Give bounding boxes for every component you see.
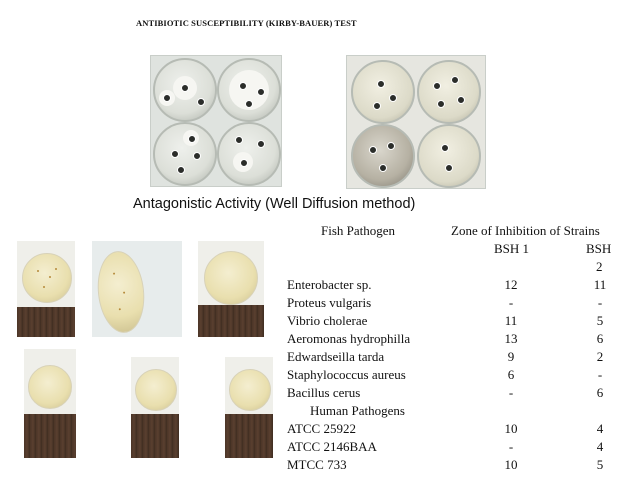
row-bsh1: 9 bbox=[507, 349, 515, 364]
well-diffusion-photo-3 bbox=[198, 241, 264, 337]
header-strain-bsh2-number: 2 bbox=[596, 259, 603, 274]
row-name: ATCC 2146BAA bbox=[287, 439, 377, 454]
kirby-bauer-photo-right bbox=[346, 55, 486, 189]
row-bsh1: - bbox=[508, 385, 514, 400]
row-name: Proteus vulgaris bbox=[287, 295, 372, 310]
row-bsh1: - bbox=[508, 295, 514, 310]
kirby-bauer-photo-left bbox=[150, 55, 282, 187]
well-diffusion-photo-4 bbox=[24, 349, 76, 458]
row-bsh2: 4 bbox=[596, 439, 604, 454]
header-strain-bsh1: BSH 1 bbox=[494, 241, 530, 256]
header-strain-bsh2: BSH bbox=[586, 241, 612, 256]
header-zone-inhibition: Zone of Inhibition of Strains bbox=[451, 223, 600, 238]
row-bsh1: - bbox=[508, 439, 514, 454]
row-bsh1: 12 bbox=[504, 277, 518, 292]
row-name: ATCC 25922 bbox=[287, 421, 356, 436]
row-bsh1: 11 bbox=[504, 313, 518, 328]
row-bsh2: - bbox=[597, 367, 603, 382]
row-bsh1: 6 bbox=[507, 367, 515, 382]
row-name: MTCC 733 bbox=[287, 457, 347, 472]
row-bsh1: 13 bbox=[504, 331, 518, 346]
row-bsh2: 6 bbox=[596, 385, 604, 400]
row-bsh2: 5 bbox=[596, 313, 604, 328]
header-human-pathogens: Human Pathogens bbox=[310, 403, 405, 418]
row-name: Bacillus cerus bbox=[287, 385, 361, 400]
row-bsh2: - bbox=[597, 295, 603, 310]
row-bsh1: 10 bbox=[504, 457, 518, 472]
row-bsh2: 2 bbox=[596, 349, 604, 364]
row-bsh1: 10 bbox=[504, 421, 518, 436]
row-name: Vibrio cholerae bbox=[287, 313, 368, 328]
well-diffusion-photo-5 bbox=[131, 357, 179, 458]
row-bsh2: 4 bbox=[596, 421, 604, 436]
row-name: Staphylococcus aureus bbox=[287, 367, 406, 382]
header-fish-pathogen: Fish Pathogen bbox=[321, 223, 396, 238]
row-bsh2: 5 bbox=[596, 457, 604, 472]
well-diffusion-photo-2 bbox=[92, 241, 182, 337]
row-name: Edwardseilla tarda bbox=[287, 349, 385, 364]
well-diffusion-photo-1 bbox=[17, 241, 75, 337]
row-name: Enterobacter sp. bbox=[287, 277, 372, 292]
well-diffusion-photo-6 bbox=[225, 357, 273, 458]
row-bsh2: 6 bbox=[596, 331, 604, 346]
kirby-bauer-title: ANTIBIOTIC SUSCEPTIBILITY (KIRBY-BAUER) TEST bbox=[136, 18, 357, 28]
row-bsh2: 11 bbox=[593, 277, 607, 292]
row-name: Aeromonas hydrophilla bbox=[287, 331, 411, 346]
well-diffusion-title: Antagonistic Activity (Well Diffusion method) bbox=[133, 196, 416, 212]
